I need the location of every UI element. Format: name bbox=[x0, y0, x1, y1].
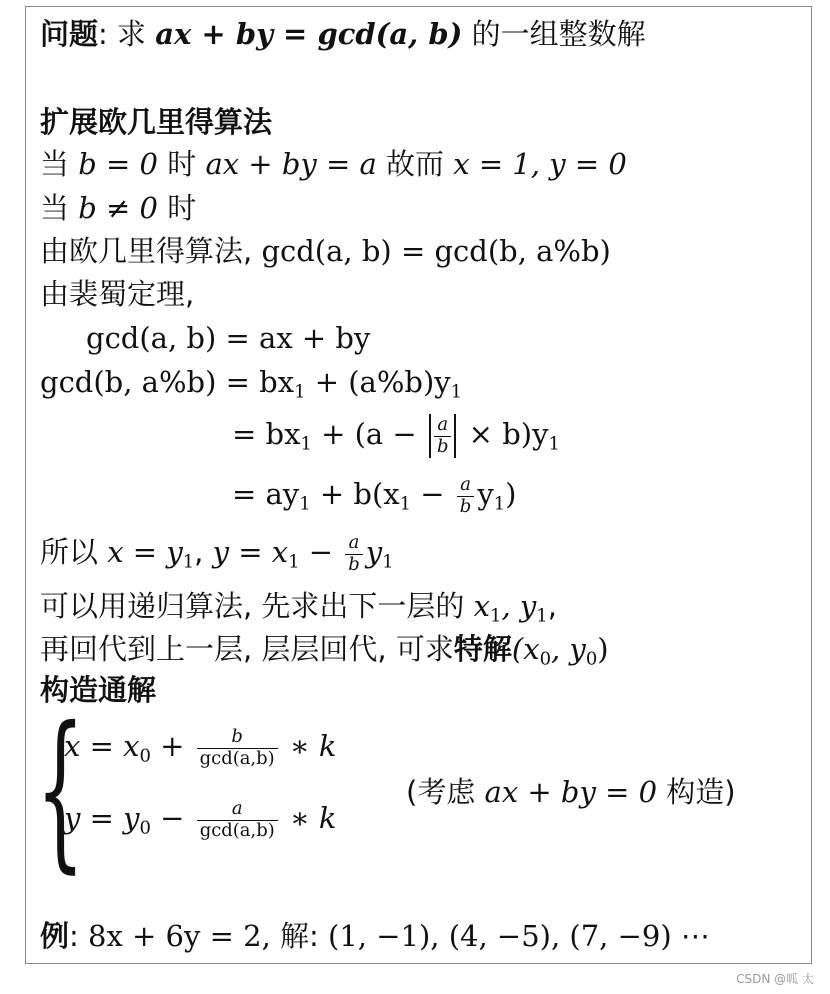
example-line: 例: 8x + 6y = 2, 解: (1, −1), (4, −5), (7, −9) ⋯ bbox=[40, 919, 710, 953]
recursion-line-2: 再回代到上一层, 层层回代, 可求特解($x_0$, $y_0$) bbox=[40, 632, 609, 670]
problem-formula: ax + by = gcd(a, b) bbox=[155, 17, 463, 51]
example-label: 例 bbox=[40, 919, 70, 953]
equation-1: gcd(a, b) = ax + by bbox=[86, 321, 371, 355]
case-b-nonzero: 当 b ≠ 0 时 bbox=[40, 191, 197, 225]
problem-label: 问题 bbox=[40, 17, 99, 51]
construction-note: (考虑 ax + by = 0 构造) bbox=[406, 775, 736, 809]
equation-3: = $bx_1 + (a$ − $\frac{a}{b}$ × $b)y_1$ bbox=[232, 414, 560, 457]
section-title-ext-euclid: 扩展欧几里得算法 bbox=[40, 105, 273, 139]
section-title-general: 构造通解 bbox=[40, 673, 157, 707]
left-brace: { bbox=[36, 691, 85, 889]
equation-4: = $ay_1 + b(x_1$ − $\frac{a}{b}$ $y_1$) bbox=[232, 473, 517, 517]
recursion-line-1: 可以用递归算法, 先求出下一层的 $x_1$, $y_1$, bbox=[40, 589, 557, 627]
bezout-line: 由裴蜀定理, bbox=[40, 277, 195, 311]
fraction-a-over-b: $\frac{a}{b}$ bbox=[345, 533, 363, 575]
euclid-line: 由欧几里得算法, gcd(a, b) = gcd(b, a%b) bbox=[40, 234, 611, 268]
problem-suffix: 的一组整数解 bbox=[471, 17, 646, 51]
problem-prefix: 求 bbox=[117, 17, 147, 51]
general-solution-x: $x = x_0$ + $\frac{b}{\gcd(a,b)}$ ∗ k bbox=[64, 725, 337, 769]
watermark: CSDN @呱 太 bbox=[736, 972, 814, 986]
fraction-a-over-b: $\frac{a}{b}$ bbox=[457, 475, 475, 517]
floor-bracket bbox=[429, 414, 457, 457]
case-b-zero: 当 b = 0 时 ax + by = a 故而 x = 1, y = 0 bbox=[40, 147, 627, 181]
equation-2: gcd(b, $a\%b) = bx_1 + (a\%b)y_1$ bbox=[40, 365, 463, 403]
problem-line: 问题: 求 ax + by = gcd(a, b) 的一组整数解 bbox=[40, 17, 646, 51]
fraction-a-over-gcd: $\frac{a}{\gcd(a,b)}$ bbox=[197, 799, 278, 841]
conclusion-line: 所以 $x = y_1$, $y = x_1$ − $\frac{a}{b}$ $y_1$ bbox=[40, 531, 394, 575]
general-solution-y: $y = y_0$ − $\frac{a}{\gcd(a,b)}$ ∗ k bbox=[64, 797, 337, 841]
particular-solution-label: 特解 bbox=[453, 632, 512, 666]
fraction-a-over-b: $\frac{a}{b}$ bbox=[434, 415, 452, 457]
fraction-b-over-gcd: $\frac{b}{\gcd(a,b)}$ bbox=[197, 727, 278, 769]
